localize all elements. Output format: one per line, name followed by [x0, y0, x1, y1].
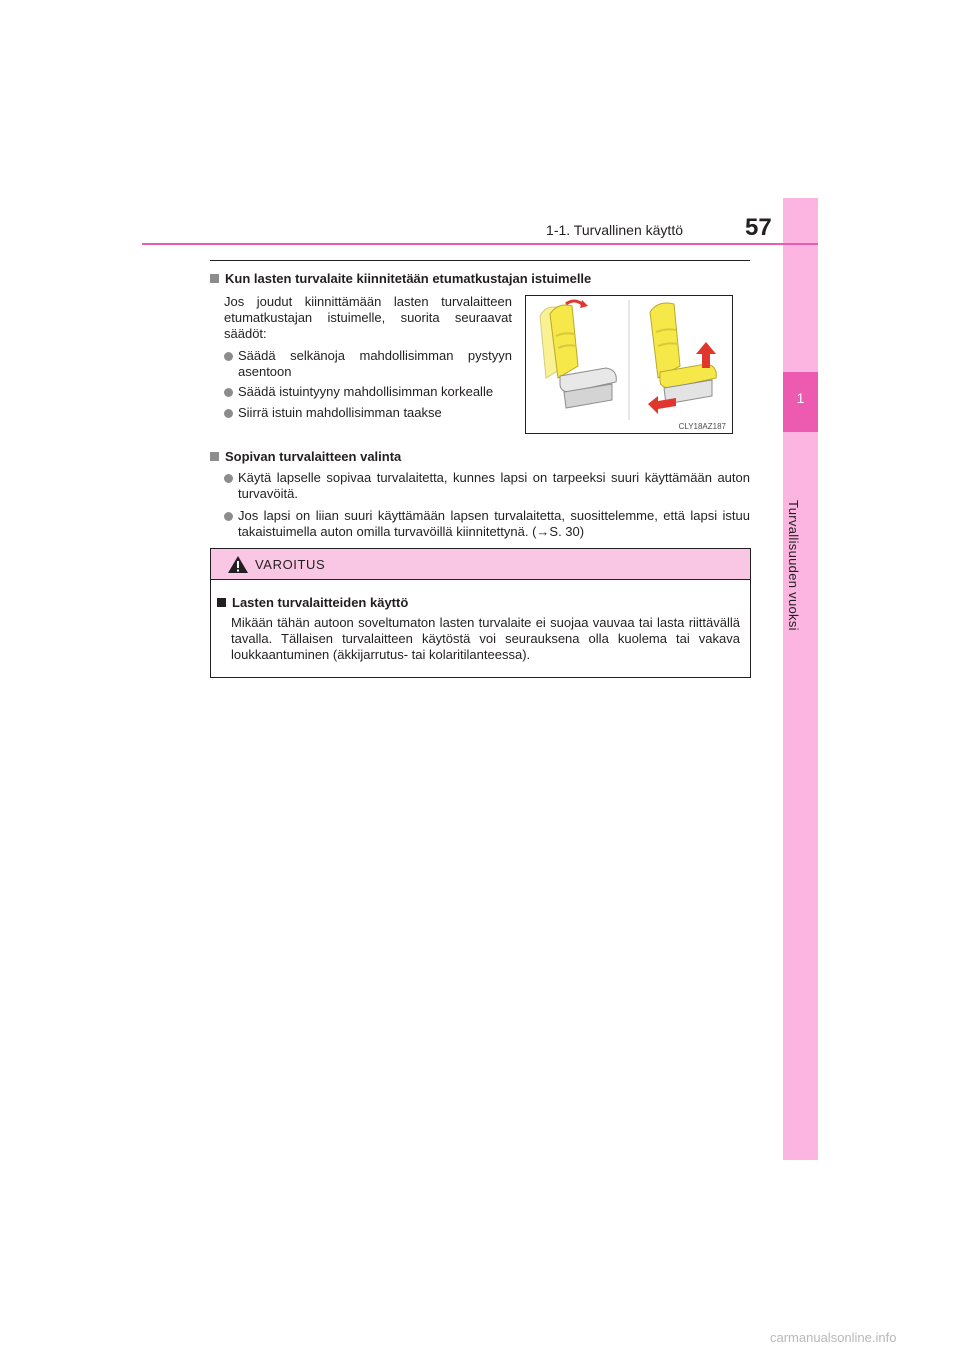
- header-section-title: 1-1. Turvallinen käyttö: [546, 222, 683, 238]
- section2-heading: [210, 449, 401, 464]
- seat-adjustment-illustration: [525, 295, 733, 434]
- figure-code: CLY18AZ187: [678, 422, 726, 431]
- section1-bullet: Säädä istuintyyny mahdollisimman korkealle: [224, 384, 512, 400]
- warning-title: VAROITUS: [255, 557, 326, 572]
- section1-heading: [210, 271, 591, 286]
- round-bullet-icon: [224, 409, 233, 418]
- section2-bullet: Jos lapsi on liian suuri käyttämään lapsen turvalaitetta, suosittelemme, että lapsi istuu takaistuimella auton omilla turvavöillä kiinnitettynä. (→S. 30): [224, 508, 750, 540]
- warning-header: [211, 549, 750, 580]
- round-bullet-icon: [224, 388, 233, 397]
- square-bullet-icon: [210, 274, 219, 283]
- square-bullet-icon: [217, 598, 226, 607]
- page-number: 57: [745, 214, 772, 241]
- warning-box: [210, 548, 751, 678]
- round-bullet-icon: [224, 512, 233, 521]
- header-rule: [142, 243, 818, 245]
- section1-intro: Jos joudut kiinnittämään lasten turvalaitteen etumatkustajan istuimelle, suorita seuraavat säädöt:: [224, 294, 512, 341]
- side-tab-number: 1: [796, 390, 805, 406]
- warning-text: Mikään tähän autoon soveltumaton lasten turvalaite ei suojaa vauvaa tai lasta riittävällä tavalla. Tällaisen turvalaitteen käytöstä voi seurauksena olla kuolema tai vakava loukkaantuminen (äkkijarrutus- tai kolaritilanteessa).: [231, 615, 740, 662]
- content-top-rule: [210, 260, 750, 261]
- round-bullet-icon: [224, 352, 233, 361]
- warning-triangle-icon: [227, 555, 249, 574]
- section1-bullet: Säädä selkänoja mahdollisimman pystyyn asentoon: [224, 348, 512, 380]
- section2-heading-text: Sopivan turvalaitteen valinta: [225, 449, 402, 464]
- warning-subheading: Lasten turvalaitteiden käyttö: [217, 595, 408, 610]
- section1-heading-text: Kun lasten turvalaite kiinnitetään etumatkustajan istuimelle: [225, 271, 592, 286]
- watermark: carmanualsonline.info: [770, 1330, 897, 1345]
- section1-bullet: Siirrä istuin mahdollisimman taakse: [224, 405, 512, 421]
- section2-bullet: Käytä lapselle sopivaa turvalaitetta, kunnes lapsi on tarpeeksi suuri käyttämään auton turvavöitä.: [224, 470, 750, 502]
- square-bullet-icon: [210, 452, 219, 461]
- round-bullet-icon: [224, 474, 233, 483]
- side-tab-label: Turvallisuuden vuoksi: [786, 500, 801, 631]
- seat-illustration-svg: [526, 296, 732, 433]
